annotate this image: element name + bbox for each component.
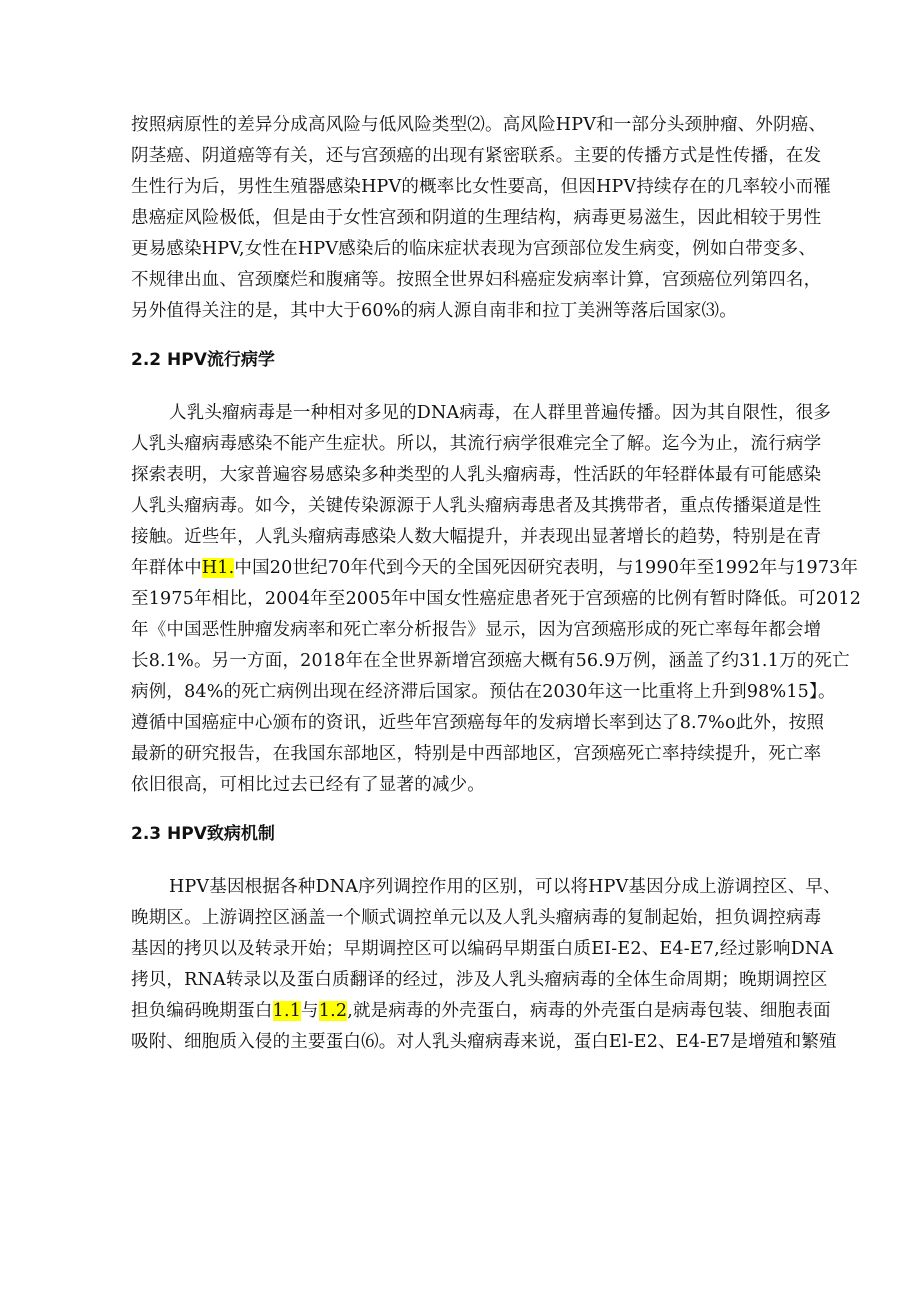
text-line: 病例，84%的死亡病例出现在经济滞后国家。预估在2030年这一比重将上升到98%15】。: [131, 682, 836, 702]
text-line: 不规律出血、宫颈糜烂和腹痛等。按照全世界妇科癌症发病率计算，宫颈癌位列第四名，: [131, 270, 822, 290]
text-segment: 担负编码晚期蛋白: [131, 1001, 273, 1021]
paragraph-risk-types: [131, 110, 832, 327]
text-segment: 与: [301, 1001, 319, 1021]
text-line-highlighted: [131, 996, 831, 1027]
text-line: 探索表明，大家普遍容易感染多种类型的人乳头瘤病毒，性活跃的年轻群体最有可能感染: [131, 465, 822, 485]
text-segment: ,就是病毒的外壳蛋白，病毒的外壳蛋白是病毒包装、细胞表面: [347, 1001, 831, 1021]
text-line: 更易感染HPV,女性在HPV感染后的临床症状表现为宫颈部位发生病变，例如白带变多、: [131, 239, 817, 259]
text-line: 遵循中国癌症中心颁布的资讯，近些年宫颈癌每年的发病增长率到达了8.7%o此外，按照: [131, 713, 825, 733]
highlight-mark: H1.: [201, 558, 235, 578]
highlight-mark: 1.1: [272, 1001, 302, 1021]
text-line: 年《中国恶性肿瘤发病率和死亡率分析报告》显示，因为宫颈癌形成的死亡率每年都会增: [131, 620, 822, 640]
section-heading-pathogenesis: 2.3 HPV致病机制: [131, 824, 275, 844]
paragraph-epidemiology: [131, 398, 862, 801]
paragraph-pathogenesis: [131, 872, 841, 1058]
text-line: 患癌症风险极低，但是由于女性宫颈和阴道的生理结构，病毒更易滋生，因此相较于男性: [131, 208, 822, 228]
text-line: 晚期区。上游调控区涵盖一个顺式调控单元以及人乳头瘤病毒的复制起始，担负调控病毒: [131, 908, 822, 928]
text-line: 至1975年相比，2004年至2005年中国女性癌症患者死于宫颈癌的比例有暂时降低。可2012: [131, 589, 862, 609]
text-line: 基因的拷贝以及转录开始；早期调控区可以编码早期蛋白质EI-E2、E4-E7,经过影响DNA: [131, 939, 834, 959]
text-line: HPV基因根据各种DNA序列调控作用的区别，可以将HPV基因分成上游调控区、早、: [169, 877, 841, 897]
text-line: 吸附、细胞质入侵的主要蛋白⑹。对人乳头瘤病毒来说，蛋白El-E2、E4-E7是增殖和繁殖: [131, 1032, 837, 1052]
text-line: 依旧很高，可相比过去已经有了显著的减少。: [131, 775, 485, 795]
text-line: 生性行为后，男性生殖器感染HPV的概率比女性要高，但因HPV持续存在的几率较小而罹: [131, 177, 832, 197]
text-line: 阴茎癌、阴道癌等有关，还与宫颈癌的出现有紧密联系。主要的传播方式是性传播，在发: [131, 146, 822, 166]
text-line: 另外值得关注的是，其中大于60%的病人源自南非和拉丁美洲等落后国家⑶。: [131, 301, 737, 321]
text-line: 人乳头瘤病毒。如今，关键传染源源于人乳头瘤病毒患者及其携带者，重点传播渠道是性: [131, 496, 822, 516]
document-page: [131, 110, 862, 1058]
text-line: 人乳头瘤病毒是一种相对多见的DNA病毒，在人群里普遍传播。因为其自限性，很多: [169, 403, 832, 423]
text-segment: 年群体中: [131, 558, 202, 578]
text-segment: 中国20世纪70年代到今天的全国死因研究表明，与1990年至1992年与1973年: [234, 558, 859, 578]
text-line: 按照病原性的差异分成高风险与低风险类型⑵。高风险HPV和一部分头颈肿瘤、外阴癌、: [131, 115, 827, 135]
text-line: 拷贝，RNA转录以及蛋白质翻译的经过，涉及人乳头瘤病毒的全体生命周期；晚期调控区: [131, 970, 828, 990]
text-line: 最新的研究报告，在我国东部地区，特别是中西部地区，宫颈癌死亡率持续提升，死亡率: [131, 744, 822, 764]
text-line-highlighted: [131, 553, 859, 584]
highlight-mark: 1.2: [318, 1001, 348, 1021]
section-heading-epidemiology: 2.2 HPV流行病学: [131, 350, 275, 370]
text-line: 人乳头瘤病毒感染不能产生症状。所以，其流行病学很难完全了解。迄今为止，流行病学: [131, 434, 822, 454]
text-line: 长8.1%。另一方面，2018年在全世界新增宫颈癌大概有56.9万例，涵盖了约31.1万的死亡: [131, 651, 850, 671]
text-line: 接触。近些年，人乳头瘤病毒感染人数大幅提升，并表现出显著增长的趋势，特别是在青: [131, 527, 822, 547]
